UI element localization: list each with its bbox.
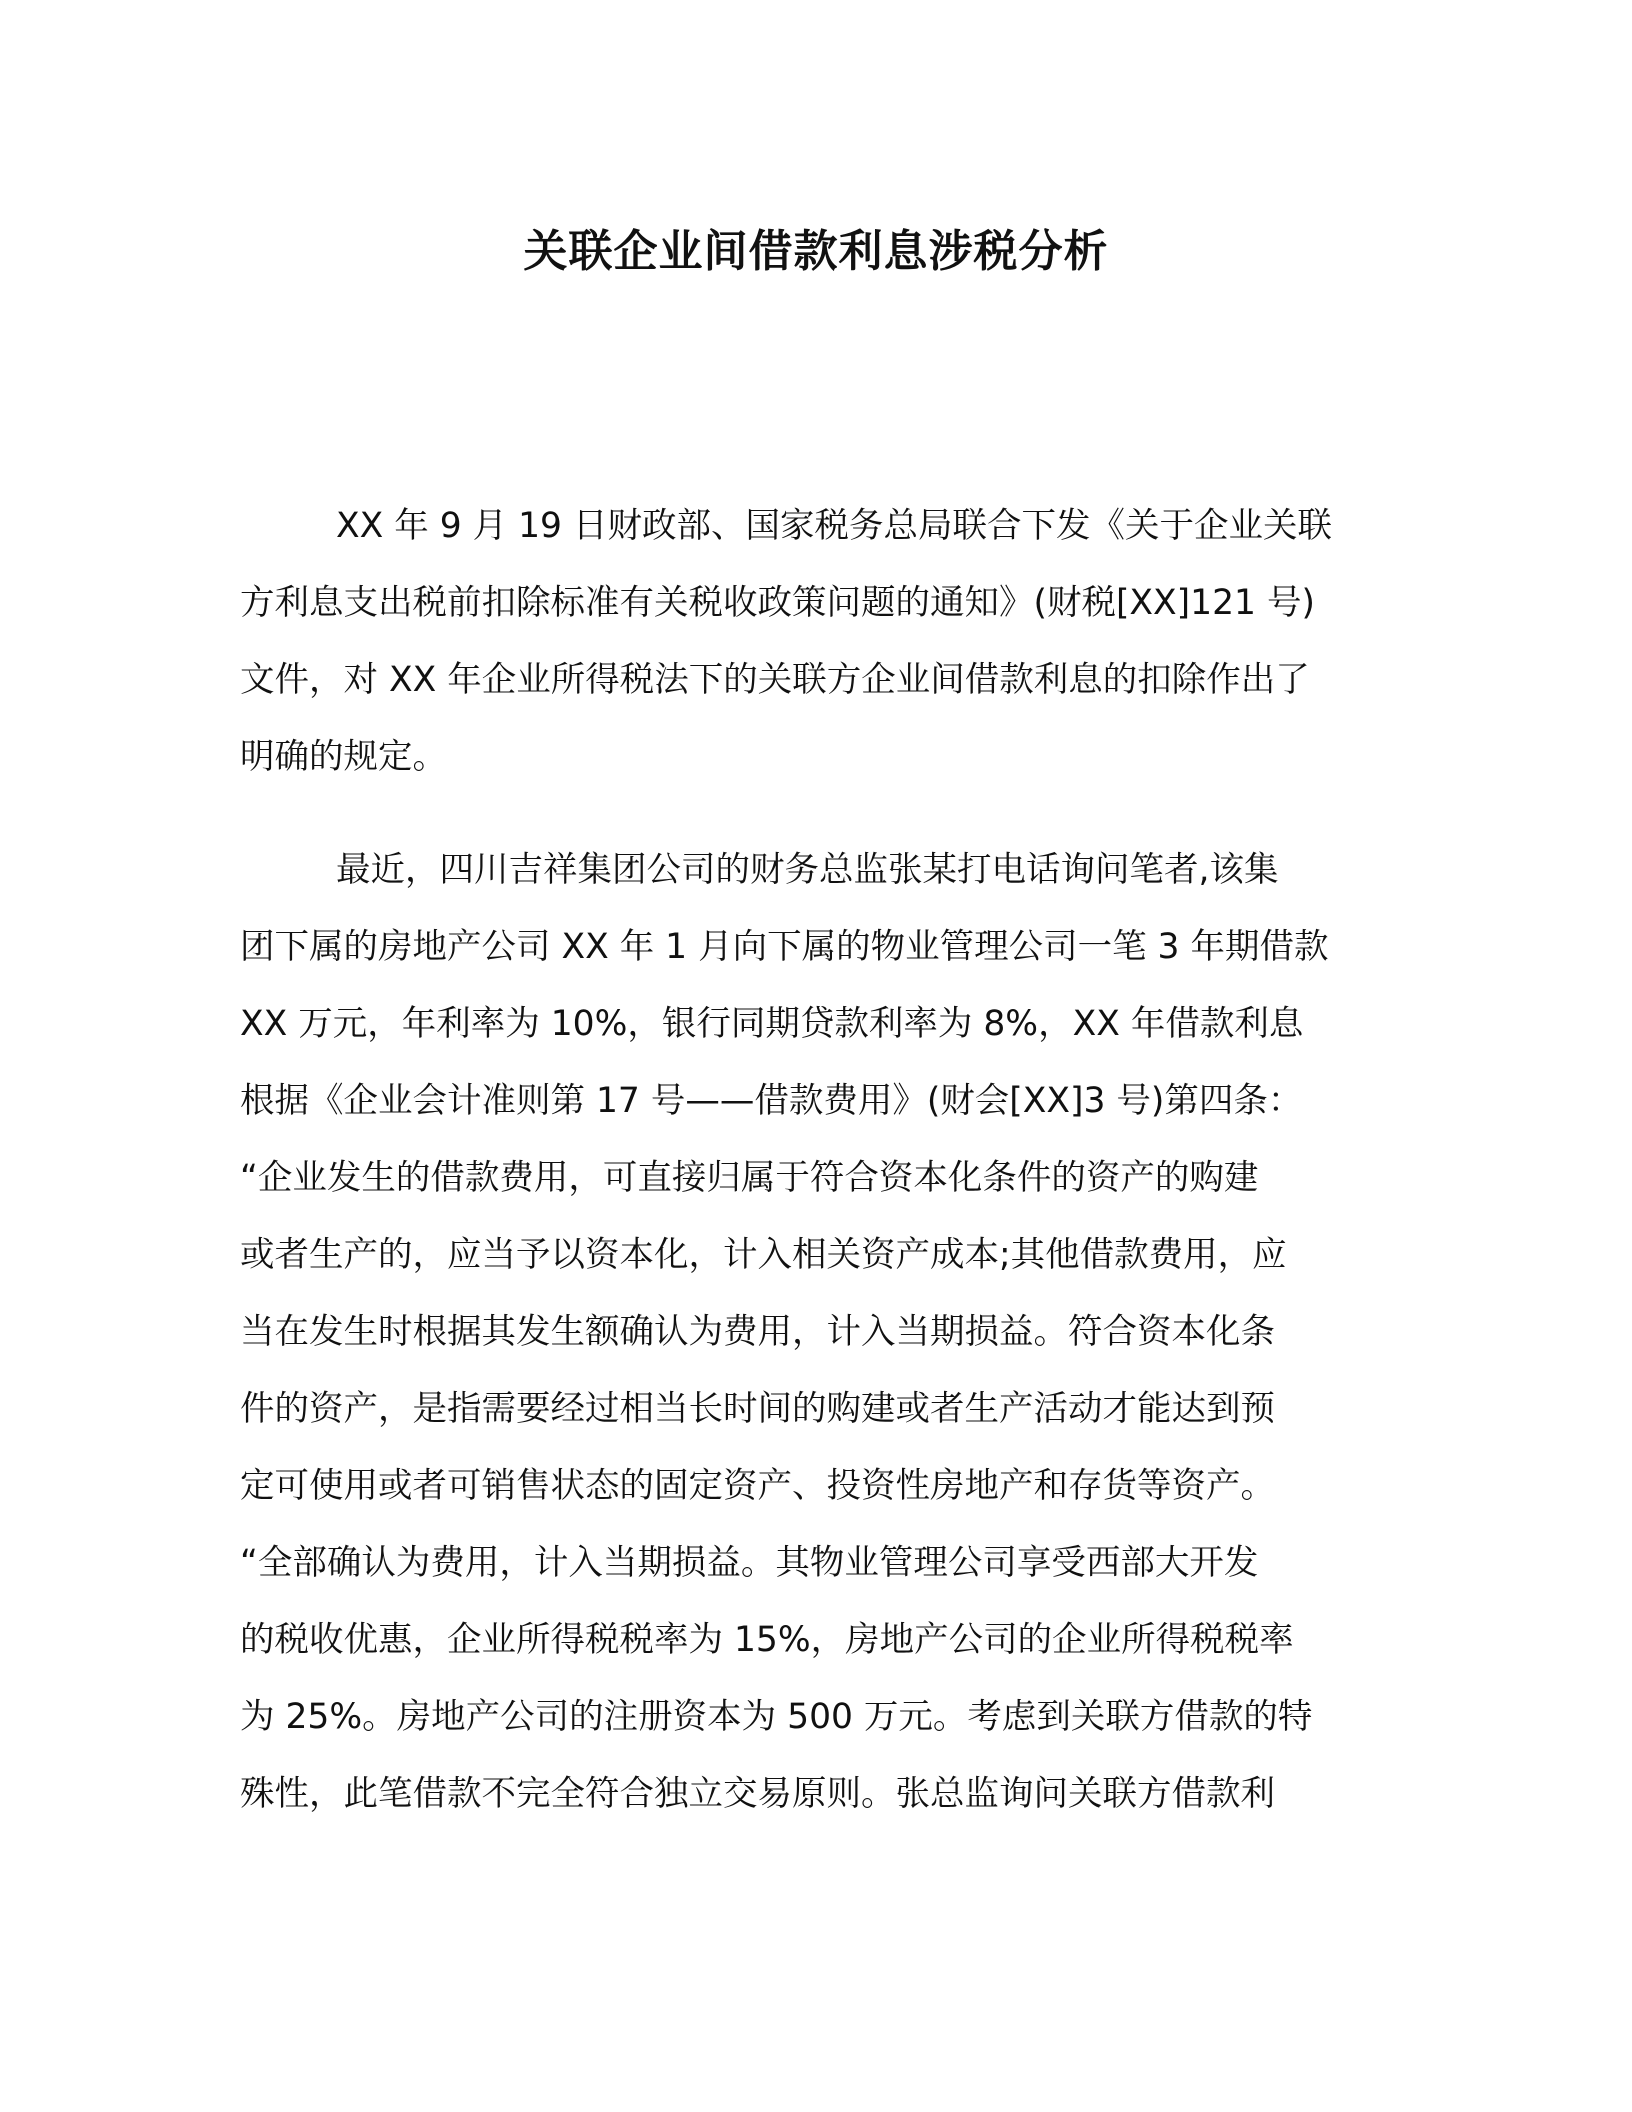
paragraph-line: XX 年 9 月 19 日财政部、国家税务总局联合下发《关于企业关联 — [336, 506, 1332, 546]
paragraph-line: “企业发生的借款费用，可直接归属于符合资本化条件的资产的购建 — [240, 1158, 1259, 1198]
paragraph-line: 件的资产，是指需要经过相当长时间的购建或者生产活动才能达到预 — [240, 1389, 1275, 1429]
paragraph-line: 或者生产的，应当予以资本化，计入相关资产成本;其他借款费用，应 — [240, 1235, 1287, 1275]
paragraph-line: 殊性，此笔借款不完全符合独立交易原则。张总监询问关联方借款利 — [240, 1774, 1275, 1814]
paragraph-line: 定可使用或者可销售状态的固定资产、投资性房地产和存货等资产。 — [240, 1466, 1275, 1506]
document-body — [240, 488, 1390, 1869]
paragraph-2 — [240, 832, 1390, 1833]
paragraph-line: “全部确认为费用，计入当期损益。其物业管理公司享受西部大开发 — [240, 1543, 1259, 1583]
paragraph-line: 的税收优惠，企业所得税税率为 15%，房地产公司的企业所得税税率 — [240, 1620, 1294, 1660]
paragraph-line: 明确的规定。 — [240, 737, 447, 777]
paragraph-line: 团下属的房地产公司 XX 年 1 月向下属的物业管理公司一笔 3 年期借款 — [240, 927, 1329, 967]
paragraph-line: 方利息支出税前扣除标准有关税收政策问题的通知》(财税[XX]121 号) — [240, 583, 1315, 623]
document-title: 关联企业间借款利息涉税分析 — [523, 226, 1109, 277]
paragraph-line: XX 万元，年利率为 10%，银行同期贷款利率为 8%，XX 年借款利息 — [240, 1004, 1304, 1044]
paragraph-1 — [240, 488, 1390, 796]
paragraph-line: 为 25%。房地产公司的注册资本为 500 万元。考虑到关联方借款的特 — [240, 1697, 1313, 1737]
paragraph-line: 文件，对 XX 年企业所得税法下的关联方企业间借款利息的扣除作出了 — [240, 660, 1310, 700]
paragraph-line: 根据《企业会计准则第 17 号——借款费用》(财会[XX]3 号)第四条： — [240, 1081, 1303, 1121]
paragraph-line: 当在发生时根据其发生额确认为费用，计入当期损益。符合资本化条 — [240, 1312, 1275, 1352]
paragraph-line: 最近，四川吉祥集团公司的财务总监张某打电话询问笔者,该集 — [336, 850, 1279, 890]
